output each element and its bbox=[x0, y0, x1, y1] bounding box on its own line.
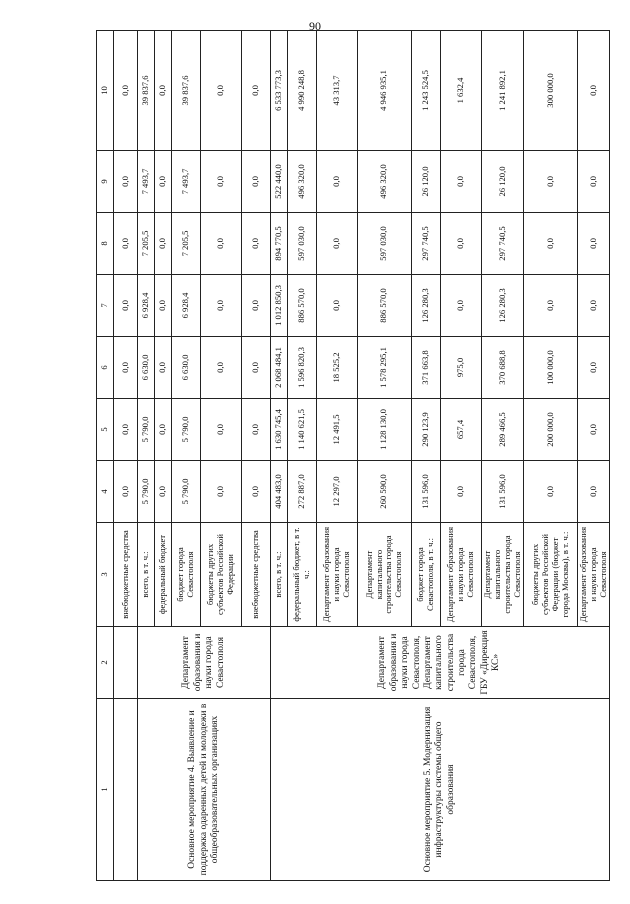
value-cell: 7 493,7 bbox=[138, 151, 155, 213]
value-cell: 43 313,7 bbox=[316, 31, 357, 151]
value-cell: 272 887,0 bbox=[287, 461, 316, 523]
value-cell: 597 030,0 bbox=[287, 213, 316, 275]
value-cell: 18 525,2 bbox=[316, 337, 357, 399]
value-cell: 0,0 bbox=[578, 213, 610, 275]
value-cell: 0,0 bbox=[154, 151, 171, 213]
value-cell: 131 596,0 bbox=[411, 461, 440, 523]
value-cell: 290 123,9 bbox=[411, 399, 440, 461]
value-cell: 0,0 bbox=[200, 337, 241, 399]
value-cell: 0,0 bbox=[200, 399, 241, 461]
value-cell: 1 243 524,5 bbox=[411, 31, 440, 151]
value-cell: 0,0 bbox=[524, 151, 578, 213]
funding-source: всего, в т. ч.: bbox=[138, 523, 155, 627]
value-cell: 886 570,0 bbox=[287, 275, 316, 337]
value-cell: 200 000,0 bbox=[524, 399, 578, 461]
value-cell: 1 241 892,1 bbox=[482, 31, 524, 151]
value-cell: 131 596,0 bbox=[482, 461, 524, 523]
value-cell: 6 533 773,3 bbox=[270, 31, 287, 151]
value-cell: 39 837,6 bbox=[171, 31, 200, 151]
value-cell: 6 928,4 bbox=[171, 275, 200, 337]
funding-source: Департамент образования и науки города Севастополя bbox=[440, 523, 481, 627]
funding-source: Департамент капитального строительства города Севастополя bbox=[357, 523, 411, 627]
value-cell: 1 128 130,0 bbox=[357, 399, 411, 461]
value-cell: 0,0 bbox=[200, 213, 241, 275]
value-cell: 0,0 bbox=[113, 31, 138, 151]
empty-cell bbox=[113, 699, 138, 881]
value-cell: 0,0 bbox=[316, 151, 357, 213]
header-cell: 8 bbox=[97, 213, 114, 275]
value-cell: 0,0 bbox=[113, 151, 138, 213]
value-cell: 4 946 935,1 bbox=[357, 31, 411, 151]
value-cell: 1 596 820,3 bbox=[287, 337, 316, 399]
value-cell: 0,0 bbox=[200, 461, 241, 523]
value-cell: 371 663,8 bbox=[411, 337, 440, 399]
funding-source: внебюджетные средства bbox=[113, 523, 138, 627]
value-cell: 0,0 bbox=[113, 275, 138, 337]
value-cell: 0,0 bbox=[154, 275, 171, 337]
header-cell: 10 bbox=[97, 31, 114, 151]
value-cell: 260 590,0 bbox=[357, 461, 411, 523]
header-cell: 5 bbox=[97, 399, 114, 461]
header-cell: 3 bbox=[97, 523, 114, 627]
funding-source: внебюджетные средства bbox=[241, 523, 270, 627]
value-cell: 39 837,6 bbox=[138, 31, 155, 151]
value-cell: 2 068 484,1 bbox=[270, 337, 287, 399]
value-cell: 657,4 bbox=[440, 399, 481, 461]
header-cell: 2 bbox=[97, 627, 114, 699]
funding-source: всего, в т. ч.: bbox=[270, 523, 287, 627]
value-cell: 0,0 bbox=[113, 461, 138, 523]
value-cell: 0,0 bbox=[578, 31, 610, 151]
value-cell: 894 770,5 bbox=[270, 213, 287, 275]
value-cell: 6 630,0 bbox=[138, 337, 155, 399]
value-cell: 4 990 248,8 bbox=[287, 31, 316, 151]
value-cell: 289 466,5 bbox=[482, 399, 524, 461]
value-cell: 5 790,0 bbox=[171, 399, 200, 461]
value-cell: 0,0 bbox=[241, 31, 270, 151]
value-cell: 1 632,4 bbox=[440, 31, 481, 151]
value-cell: 126 280,3 bbox=[482, 275, 524, 337]
value-cell: 300 000,0 bbox=[524, 31, 578, 151]
value-cell: 0,0 bbox=[241, 461, 270, 523]
value-cell: 496 320,0 bbox=[287, 151, 316, 213]
value-cell: 6 630,0 bbox=[171, 337, 200, 399]
value-cell: 12 491,5 bbox=[316, 399, 357, 461]
value-cell: 100 000,0 bbox=[524, 337, 578, 399]
value-cell: 0,0 bbox=[241, 275, 270, 337]
funding-source: Департамент образования и науки города Севастополя bbox=[316, 523, 357, 627]
funding-source: Департамент капитального строительства города Севастополя bbox=[482, 523, 524, 627]
header-cell: 1 bbox=[97, 699, 114, 881]
value-cell: 0,0 bbox=[154, 213, 171, 275]
value-cell: 0,0 bbox=[154, 337, 171, 399]
value-cell: 886 570,0 bbox=[357, 275, 411, 337]
funding-source: бюджеты других субъектов Российской Федерации (бюджет города Москвы), в т. ч.: bbox=[524, 523, 578, 627]
value-cell: 26 120,0 bbox=[411, 151, 440, 213]
value-cell: 0,0 bbox=[113, 337, 138, 399]
funding-source: федеральный бюджет, в т. ч.: bbox=[287, 523, 316, 627]
funding-source: бюджет города Севастополя, в т. ч.: bbox=[411, 523, 440, 627]
value-cell: 0,0 bbox=[200, 31, 241, 151]
value-cell: 0,0 bbox=[524, 275, 578, 337]
empty-cell bbox=[113, 627, 138, 699]
value-cell: 0,0 bbox=[241, 337, 270, 399]
value-cell: 522 440,0 bbox=[270, 151, 287, 213]
measure-5-executor: Департамент образования и науки города Севастополя, Департамент капитального строительства города Севастополя, ГБУ «Дирекция КС» bbox=[270, 627, 609, 699]
value-cell: 1 012 850,3 bbox=[270, 275, 287, 337]
value-cell: 1 578 295,1 bbox=[357, 337, 411, 399]
value-cell: 0,0 bbox=[200, 275, 241, 337]
value-cell: 0,0 bbox=[200, 151, 241, 213]
value-cell: 0,0 bbox=[440, 213, 481, 275]
value-cell: 0,0 bbox=[113, 213, 138, 275]
value-cell: 1 140 621,5 bbox=[287, 399, 316, 461]
value-cell: 5 790,0 bbox=[138, 399, 155, 461]
value-cell: 975,0 bbox=[440, 337, 481, 399]
value-cell: 7 205,5 bbox=[171, 213, 200, 275]
header-cell: 4 bbox=[97, 461, 114, 523]
value-cell: 5 790,0 bbox=[138, 461, 155, 523]
value-cell: 0,0 bbox=[578, 461, 610, 523]
header-cell: 6 bbox=[97, 337, 114, 399]
value-cell: 0,0 bbox=[440, 151, 481, 213]
funding-source: бюджет города Севастополя bbox=[171, 523, 200, 627]
header-row bbox=[97, 31, 114, 881]
value-cell: 0,0 bbox=[316, 213, 357, 275]
value-cell: 5 790,0 bbox=[171, 461, 200, 523]
value-cell: 0,0 bbox=[440, 275, 481, 337]
value-cell: 0,0 bbox=[524, 213, 578, 275]
value-cell: 0,0 bbox=[440, 461, 481, 523]
value-cell: 0,0 bbox=[154, 461, 171, 523]
value-cell: 597 030,0 bbox=[357, 213, 411, 275]
header-cell: 9 bbox=[97, 151, 114, 213]
value-cell: 0,0 bbox=[154, 399, 171, 461]
table-row bbox=[270, 31, 287, 881]
value-cell: 126 280,3 bbox=[411, 275, 440, 337]
value-cell: 1 630 745,4 bbox=[270, 399, 287, 461]
value-cell: 0,0 bbox=[578, 337, 610, 399]
value-cell: 0,0 bbox=[154, 31, 171, 151]
measure-5-name: Основное мероприятие 5. Модернизация инфраструктуры системы общего образования bbox=[270, 699, 609, 881]
value-cell: 0,0 bbox=[241, 151, 270, 213]
value-cell: 0,0 bbox=[241, 213, 270, 275]
measure-4-name: Основное мероприятие 4. Выявление и поддержка одаренных детей и молодежи в общеобразовательных организациях bbox=[138, 699, 271, 881]
value-cell: 0,0 bbox=[578, 151, 610, 213]
value-cell: 0,0 bbox=[578, 399, 610, 461]
table-row bbox=[113, 31, 138, 881]
value-cell: 404 483,0 bbox=[270, 461, 287, 523]
value-cell: 370 688,8 bbox=[482, 337, 524, 399]
header-cell: 7 bbox=[97, 275, 114, 337]
funding-source: Департамент образования и науки города Севастополя bbox=[578, 523, 610, 627]
value-cell: 12 297,0 bbox=[316, 461, 357, 523]
value-cell: 7 493,7 bbox=[171, 151, 200, 213]
value-cell: 0,0 bbox=[241, 399, 270, 461]
funding-source: федеральный бюджет bbox=[154, 523, 171, 627]
value-cell: 0,0 bbox=[316, 275, 357, 337]
funding-source: бюджеты других субъектов Российской Федерации bbox=[200, 523, 241, 627]
value-cell: 0,0 bbox=[578, 275, 610, 337]
value-cell: 26 120,0 bbox=[482, 151, 524, 213]
value-cell: 297 740,5 bbox=[482, 213, 524, 275]
table-row bbox=[138, 31, 155, 881]
value-cell: 0,0 bbox=[113, 399, 138, 461]
value-cell: 7 205,5 bbox=[138, 213, 155, 275]
rotated-table-container bbox=[96, 31, 610, 881]
value-cell: 297 740,5 bbox=[411, 213, 440, 275]
budget-table bbox=[96, 30, 610, 881]
value-cell: 6 928,4 bbox=[138, 275, 155, 337]
page-number: 90 bbox=[309, 19, 321, 33]
value-cell: 496 320,0 bbox=[357, 151, 411, 213]
measure-4-executor: Департамент образования и науки города Севастополя bbox=[138, 627, 271, 699]
value-cell: 0,0 bbox=[524, 461, 578, 523]
